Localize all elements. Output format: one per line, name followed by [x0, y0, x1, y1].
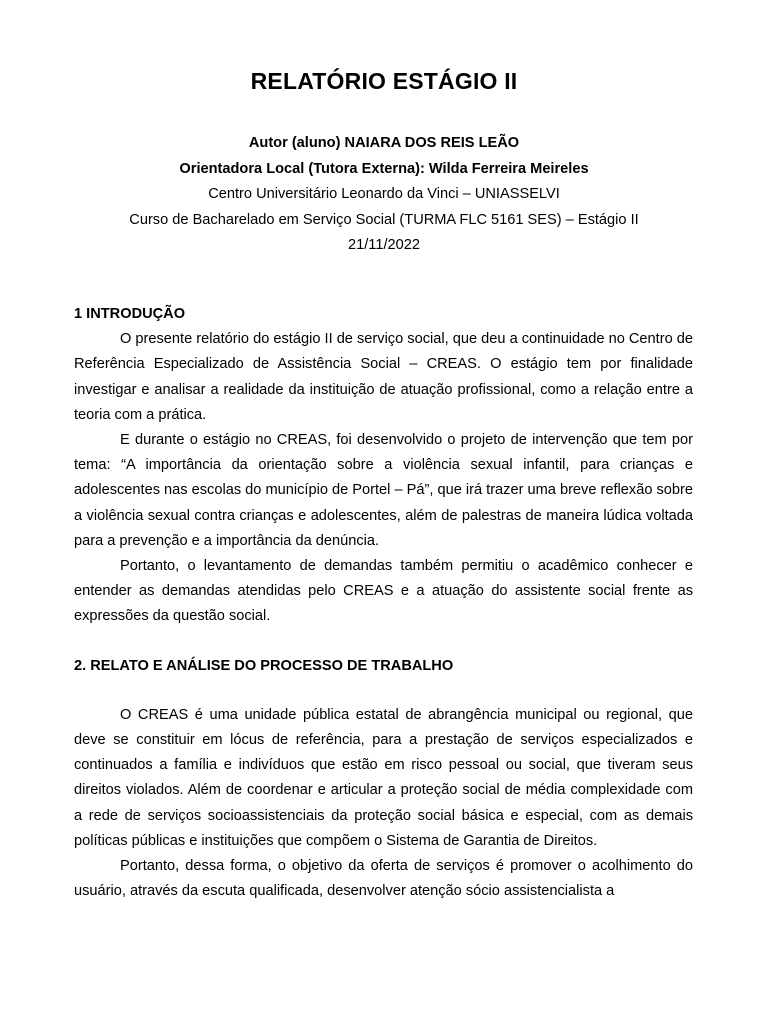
document-title: RELATÓRIO ESTÁGIO II [250, 68, 518, 94]
course-line: Curso de Bacharelado em Serviço Social (TURMA FLC 5161 SES) – Estágio II [129, 211, 639, 228]
section-introduction [74, 302, 693, 630]
document-header-info [0, 131, 768, 259]
paragraph: E durante o estágio no CREAS, foi desenvolvido o projeto de intervenção que tem por tema: “A importância da orientação sobre a violência sexual infantil, para crianças e adolescentes nas escolas do município de Portel – Pá”, que irá trazer uma breve reflexão sobre a violência sexual contra crianças e adolescentes, além de palestras de maneira lúdica voltada para a prevenção e a importância da denúncia. [74, 432, 693, 549]
paragraph: O CREAS é uma unidade pública estatal de abrangência municipal ou regional, que deve se constituir em lócus de referência, para a prestação de serviços especializados e continuados a família e indivíduos que estão em risco pessoal ou social, que tiveram seus direitos violados. Além de coordenar e articular a proteção social de média complexidade com a rede de serviços socioassistenciais da proteção social básica e especial, com as demais políticas públicas e instituições que compõem o Sistema de Garantia de Direitos. [74, 706, 693, 849]
author-name: NAIARA DOS REIS LEÃO [344, 135, 520, 151]
document-body [74, 302, 693, 904]
author-label: Autor (aluno) [248, 135, 341, 151]
paragraph: Portanto, o levantamento de demandas também permitiu o acadêmico conhecer e entender as demandas atendidas pelo CREAS e a atuação do assistente social frente as expressões da questão social. [74, 558, 693, 625]
advisor-line: Orientadora Local (Tutora Externa): Wilda Ferreira Meireles [179, 160, 589, 177]
section-heading: 2. RELATO E ANÁLISE DO PROCESSO DE TRABALHO [74, 657, 454, 674]
section-heading: 1 INTRODUÇÃO [74, 306, 186, 322]
author-line [0, 131, 768, 157]
paragraph: Portanto, dessa forma, o objetivo da oferta de serviços é promover o acolhimento do usuário, através da escuta qualificada, desenvolver atenção sócio assistencialista a [74, 858, 693, 900]
date-line: 21/11/2022 [348, 237, 420, 253]
section-report-analysis [74, 654, 693, 905]
paragraph: O presente relatório do estágio II de serviço social, que deu a continuidade no Centro de Referência Especializado de Assistência Social – CREAS. O estágio tem por finalidade investigar e analisar a realidade da instituição de atuação profissional, como a relação entre a teoria com a prática. [74, 331, 693, 423]
institution-line: Centro Universitário Leonardo da Vinci – UNIASSELVI [208, 186, 560, 202]
spacer [74, 679, 693, 703]
